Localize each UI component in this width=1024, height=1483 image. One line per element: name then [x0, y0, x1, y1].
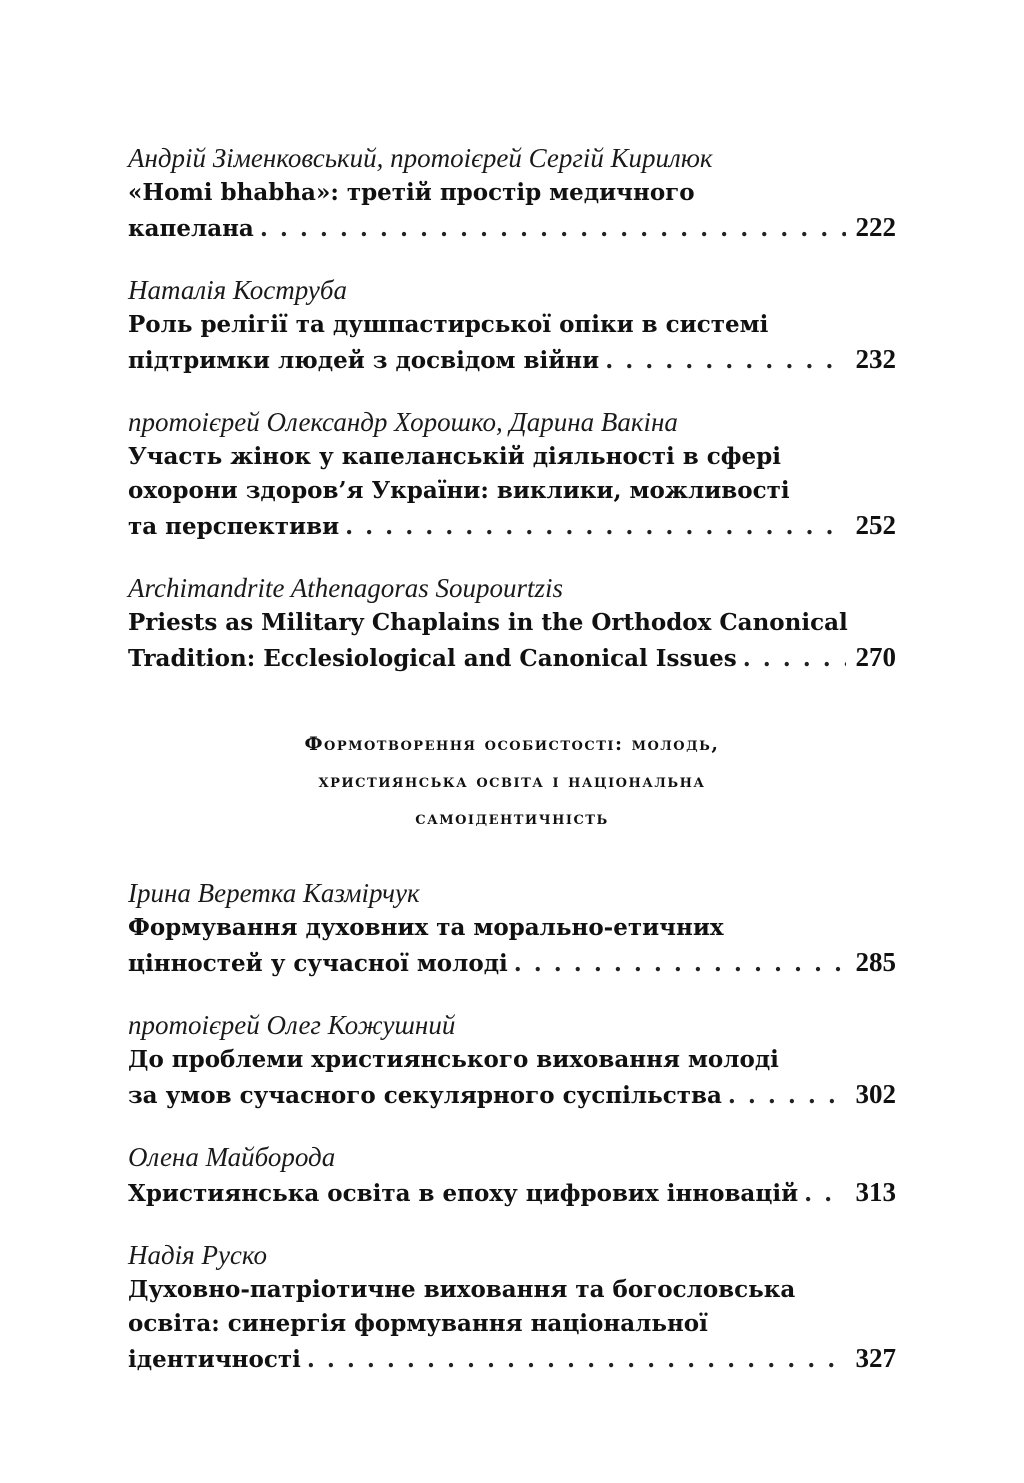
entry-title-text: ідентичності — [128, 1346, 301, 1373]
entry-page-number: 285 — [855, 947, 896, 977]
dot-leader — [743, 642, 846, 676]
section-heading-line: Формотворення особистості: молодь, — [304, 733, 720, 755]
entry-author: Надія Руско — [128, 1240, 268, 1270]
entry-title-line: Духовно-патріотичне виховання та богословська — [128, 1276, 796, 1303]
dot-leader — [307, 1343, 846, 1377]
toc-entry — [128, 140, 896, 246]
entry-title-line: Priests as Military Chaplains in the Orthodox Canonical — [128, 609, 848, 636]
entry-title-text: підтримки людей з досвідом війни — [128, 347, 600, 374]
entry-title-last-line — [128, 342, 896, 378]
entry-title-text: та перспективи — [128, 513, 340, 540]
entry-title-last-line — [128, 640, 896, 676]
section-heading — [128, 726, 896, 837]
entry-author: Ірина Веретка Казмірчук — [128, 878, 420, 908]
dot-leader — [804, 1177, 845, 1211]
entry-page-number: 232 — [855, 344, 896, 374]
dot-leader — [728, 1079, 846, 1113]
entry-author: протоієрей Олег Кожушний — [128, 1010, 456, 1040]
entry-title-line: Формування духовних та морально-етичних — [128, 914, 724, 941]
toc-entry — [128, 404, 896, 544]
entry-author: Андрій Зіменковський, протоієрей Сергій Кирилюк — [128, 143, 713, 173]
entry-author: Archimandrite Athenagoras Soupourtzis — [128, 573, 564, 603]
dot-leader — [514, 947, 846, 981]
entry-title-text: за умов сучасного секулярного суспільства — [128, 1082, 722, 1109]
entry-title-last-line — [128, 210, 896, 246]
toc-entry — [128, 1007, 896, 1113]
entry-page-number: 313 — [855, 1177, 896, 1207]
entry-title-text: Tradition: Ecclesiological and Canonical Issues — [128, 645, 737, 672]
toc-entry — [128, 272, 896, 378]
entry-title-last-line — [128, 1341, 896, 1377]
entry-title-text: Християнська освіта в епоху цифрових інновацій — [128, 1180, 799, 1207]
entry-title-line: До проблеми християнського виховання молоді — [128, 1046, 779, 1073]
entry-title-last-line — [128, 508, 896, 544]
toc-entry — [128, 570, 896, 676]
dot-leader — [605, 344, 845, 378]
dot-leader — [260, 212, 846, 246]
entry-title-line: Роль релігії та душпастирської опіки в системі — [128, 311, 769, 338]
entry-title-line: освіта: синергія формування національної — [128, 1310, 708, 1337]
entry-page-number: 302 — [855, 1079, 896, 1109]
entry-author: Олена Майборода — [128, 1142, 336, 1172]
entry-title-last-line — [128, 1077, 896, 1113]
entry-title-last-line — [128, 1175, 896, 1211]
dot-leader — [345, 510, 845, 544]
entry-title-line: Участь жінок у капеланській діяльності в сфері — [128, 443, 781, 470]
entry-page-number: 270 — [855, 642, 896, 672]
entry-title-last-line — [128, 945, 896, 981]
section-heading-line: самоідентичність — [415, 807, 609, 829]
entry-author: Наталія Коструба — [128, 275, 347, 305]
entry-title-line: охорони здоров’я України: виклики, можливості — [128, 477, 790, 504]
section-heading-line: християнська освіта і національна — [318, 770, 706, 792]
entry-author: протоієрей Олександр Хорошко, Дарина Вакіна — [128, 407, 678, 437]
toc-entry — [128, 1237, 896, 1377]
table-of-contents — [128, 140, 896, 1403]
entry-title-text: цінностей у сучасної молоді — [128, 950, 508, 977]
entry-page-number: 222 — [855, 212, 896, 242]
entry-page-number: 252 — [855, 510, 896, 540]
toc-entry — [128, 875, 896, 981]
entry-title-text: капелана — [128, 215, 254, 242]
entry-title-line: «Homi bhabha»: третій простір медичного — [128, 179, 695, 206]
entry-page-number: 327 — [855, 1343, 896, 1373]
toc-entry — [128, 1139, 896, 1211]
